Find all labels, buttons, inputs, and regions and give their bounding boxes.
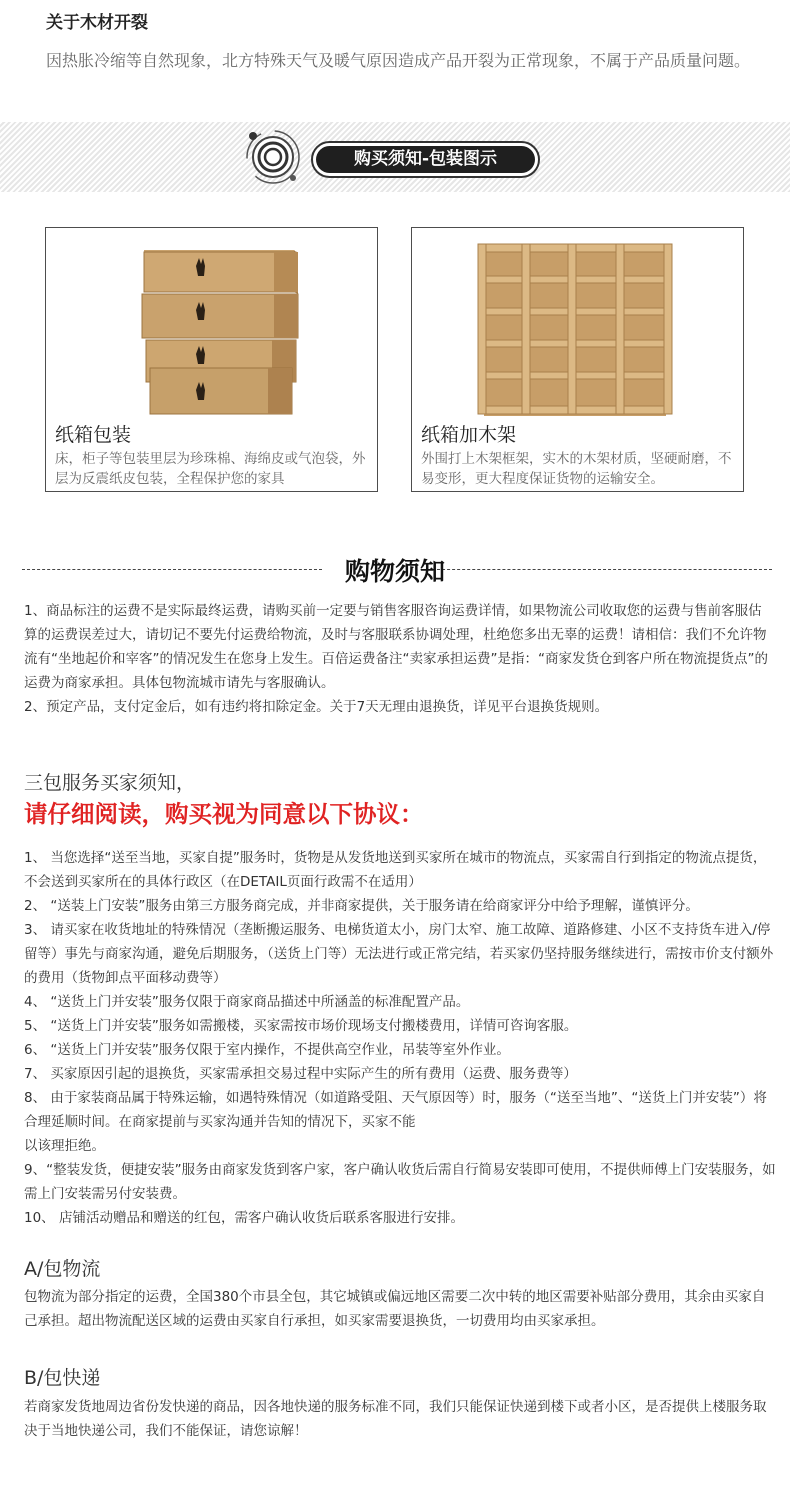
logistics-title: A/包物流 <box>24 1258 101 1280</box>
packaging-card-title: 纸箱加木架 <box>421 424 517 446</box>
wood-frame-crate-image <box>412 228 743 418</box>
three-guarantee-title: 三包服务买家须知， <box>24 772 196 794</box>
shopping-notice-text: 1、商品标注的运费不是实际最终运费，请购买前一定要与销售客服咨询运费详情，如果物流公司收取您的运费与售前客服估算的运费误差过大，请切记不要先付运费给物流，及时与客服联系协调处理，杜绝您多出无辜的运费！请相信：我们不允许物流有“坐地起价和宰客”的情况发生在您身上发生。百倍运费备注“卖家承担运费”是指：“商家发货仓到客户所在物流提货点”的运费为商家承担。具体包物流城市请先与客服确认。 2、预定产品，支付定金后，如有违约将扣除定金。关于7天无理由退换货，详见平台退换货规则。 <box>24 603 768 715</box>
agreement-list <box>24 846 776 1230</box>
list-item: 以该理拒绝。 <box>24 1138 105 1154</box>
packaging-card-carton <box>45 227 378 492</box>
list-item: 2、 “送装上门安装”服务由第三方服务商完成，并非商家提供，关于服务请在给商家评分中给予理解，谨慎评分。 <box>24 898 699 914</box>
list-item: 6、 “送货上门并安装”服务仅限于室内操作，不提供高空作业，吊装等室外作业。 <box>24 1042 510 1058</box>
packaging-card-title: 纸箱包装 <box>55 424 132 446</box>
express-title: B/包快递 <box>24 1367 101 1389</box>
list-item: 1、 当您选择“送至当地，买家自提”服务时，货物是从发货地送到买家所在城市的物流点，买家需自行到指定的物流点提货，不会送到买家所在的具体行政区（在DETAIL页面行政需不在适用） <box>24 850 767 890</box>
shopping-notice-title: 购物须知 <box>344 557 445 586</box>
list-item: 5、 “送货上门并安装”服务如需搬楼，买家需按市场价现场支付搬楼费用，详情可咨询客服。 <box>24 1018 578 1034</box>
packaging-card-desc: 床，柜子等包装里层为珍珠棉、海绵皮或气泡袋，外层为反震纸皮包装，全程保护您的家具 <box>55 451 366 487</box>
express-text: 若商家发货地周边省份发快递的商品，因各地快递的服务标准不同，我们只能保证快递到楼下或者小区，是否提供上楼服务取决于当地快递公司，我们不能保证，请您谅解！ <box>24 1399 767 1439</box>
list-item: 4、 “送货上门并安装”服务仅限于商家商品描述中所涵盖的标准配置产品。 <box>24 994 470 1010</box>
target-ring-icon <box>244 128 302 186</box>
agreement-warning: 请仔细阅读，购买视为同意以下协议： <box>24 800 424 828</box>
list-item: 7、 买家原因引起的退换货，买家需承担交易过程中实际产生的所有费用（运费、服务费等） <box>24 1066 577 1082</box>
carton-stack-image <box>46 228 377 418</box>
list-item: 9、“整装发货，便捷安装”服务由商家发货到客户家，客户确认收货后需自行简易安装即可使用，不提供师傅上门安装服务，如需上门安装需另付安装费。 <box>24 1162 776 1202</box>
list-item: 3、 请买家在收货地址的特殊情况（垄断搬运服务、电梯货道太小，房门太窄、施工故障、道路修建、小区不支持货车进入/停留等）事先与商家沟通，避免后期服务，（送货上门等）无法进行或正常完结，若买家仍坚持服务继续进行，需按市价支付额外的费用（货物卸点平面移动费等） <box>24 922 774 986</box>
logistics-text: 包物流为部分指定的运费，全国380个市县全包，其它城镇或偏远地区需要二次中转的地区需要补贴部分费用，其余由买家自己承担。超出物流配送区域的运费由买家自行承担，如买家需要退换货，一切费用均由买家承担。 <box>24 1289 766 1329</box>
list-item: 8、 由于家装商品属于特殊运输，如遇特殊情况（如道路受阻、天气原因等）时，服务（“送至当地”、“送货上门并安装”）将合理延顺时间。在商家提前与买家沟通并告知的情况下，买家不能 <box>24 1090 767 1130</box>
crack-notice-title: 关于木材开裂 <box>46 13 148 33</box>
crack-notice-text: 因热胀冷缩等自然现象，北方特殊天气及暖气原因造成产品开裂为正常现象，不属于产品质量问题。 <box>46 51 751 70</box>
packaging-card-desc: 外围打上木架框架，实木的木架材质，坚硬耐磨，不易变形，更大程度保证货物的运输安全。 <box>421 451 732 487</box>
packaging-card-wood-frame <box>411 227 744 492</box>
banner-label: 购买须知-包装图示 <box>316 146 535 173</box>
banner-label-pill <box>311 141 540 178</box>
list-item: 10、 店铺活动赠品和赠送的红包，需客户确认收货后联系客服进行安排。 <box>24 1210 464 1226</box>
